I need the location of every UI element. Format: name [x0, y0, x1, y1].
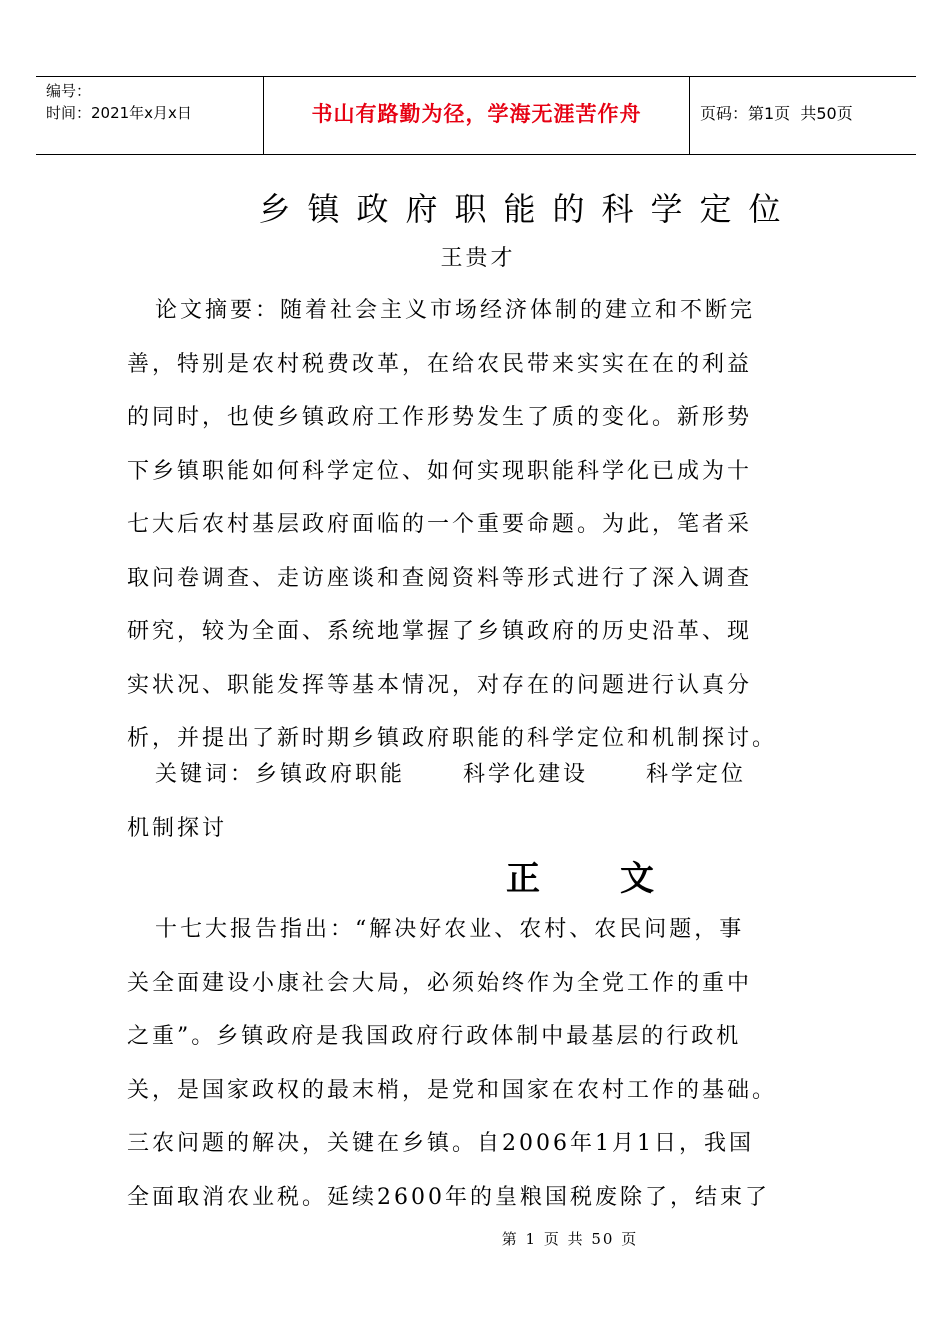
main-text [127, 903, 847, 1224]
abstract-line: 善，特别是农村税费改革，在给农民带来实实在在的利益 [127, 351, 753, 377]
keywords [127, 748, 847, 855]
document-header [36, 76, 916, 155]
body-line: 关全面建设小康社会大局，必须始终作为全党工作的重中 [127, 970, 753, 996]
body-line: 关，是国家政权的最末梢，是党和国家在农村工作的基础。 [127, 1077, 778, 1103]
keyword: 科学定位 [646, 762, 747, 787]
abstract-line: 取问卷调查、走访座谈和查阅资料等形式进行了深入调查 [127, 565, 753, 591]
document-author: 王贵才 [440, 246, 516, 271]
abstract-line: 研究，较为全面、系统地掌握了乡镇政府的历史沿革、现 [127, 619, 753, 644]
body-line: 三农问题的解决，关键在乡镇。自2006年1月1日，我国 [127, 1131, 754, 1156]
abstract-line: 七大后农村基层政府面临的一个重要命题。为此，笔者采 [127, 512, 753, 537]
keywords-line-1 [127, 748, 847, 802]
abstract-line: 的同时，也使乡镇政府工作形势发生了质的变化。新形势 [127, 405, 753, 430]
keywords-line-2 [127, 802, 847, 856]
header-page-info: 页码：第1页 共50页 [700, 104, 853, 123]
abstract-line: 下乡镇职能如何科学定位、如何实现职能科学化已成为十 [127, 458, 753, 484]
page-footer: 第 1 页 共 50 页 [501, 1230, 639, 1248]
document-title: 乡镇政府职能的科学定位 [258, 190, 798, 228]
section-heading: 正文 [506, 859, 734, 899]
body-line: 十七大报告指出：“解决好农业、农村、农民问题，事 [155, 917, 745, 942]
abstract-line: 论文摘要：随着社会主义市场经济体制的建立和不断完 [155, 298, 756, 323]
keyword: 机制探讨 [127, 815, 228, 841]
keyword: 科学化建设 [463, 762, 589, 787]
header-meta [36, 77, 264, 154]
number-label: 编号： [46, 82, 92, 100]
keywords-label: 关键词： [155, 762, 256, 787]
abstract-line: 析，并提出了新时期乡镇政府职能的科学定位和机制探讨。 [127, 726, 778, 751]
header-motto: 书山有路勤为径，学海无涯苦作舟 [264, 77, 690, 154]
body-line: 全面取消农业税。延续2600年的皇粮国税废除了，结束了 [127, 1184, 770, 1210]
keyword: 乡镇政府职能 [255, 762, 406, 787]
abstract-line: 实状况、职能发挥等基本情况，对存在的问题进行认真分 [127, 672, 753, 698]
body-line: 之重”。乡镇政府是我国政府行政体制中最基层的行政机 [127, 1024, 742, 1049]
date-label: 时间：2021年x月x日 [46, 104, 192, 122]
abstract [127, 284, 847, 766]
